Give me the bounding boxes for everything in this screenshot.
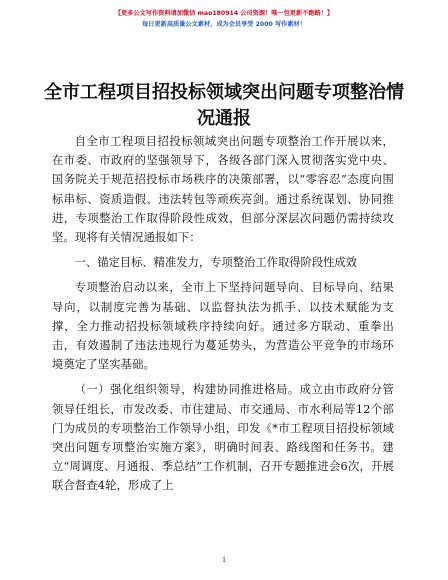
promo-line-top: 【更多公文写作资料请加微信 mao180914 公司资源！唯一包更新不跑路！】 [114, 10, 334, 17]
promo-banner [0, 8, 448, 30]
document-body [52, 132, 394, 496]
intro-paragraph: 自全市工程项目招投标领域突出问题专项整治工作开展以来，在市委、市政府的坚强领导下，各级各部门深入贯彻落实党中央、国务院关于规范招投标市场秩序的决策部署，以“零容忍”态度向围标串标、资质造假、违法转包等顽疾亮剑。通过系统谋划、协同推进，专项整治工作取得阶段性成效，但部分深层次问题仍需持续攻坚。现将有关情况通报如下： [52, 135, 394, 245]
promo-line-bottom: 每日更新高质量公文素材，成为会员享受 2000 写作素材！ [142, 21, 306, 28]
subsection-paragraph: （一）强化组织领导，构建协同推进格局。成立由市政府分管领导任组长，市发改委、市住建局、市交通局、市水利局等12个部门为成员的专项整治工作领导小组，印发《*市工程项目招投标领域突出问题专项整治实施方案》，明确时间表、路线图和任务书。建立“周调度、月通报、季总结”工作机制，召开专题推进会6次，开展联合督查4轮，形成了上 [52, 383, 394, 493]
section-heading: 一、锚定目标、精准发力，专项整治工作取得阶段性成效 [74, 256, 358, 270]
section-paragraph: 专项整治启动以来，全市上下坚持问题导向、目标导向、结果导向，以制度完善为基础、以监督执法为抓手、以技术赋能为支撑，全力推动招投标领域秩序持续向好。通过多方联动、重拳出击，有效遏制了违法违规行为蔓延势头，为营造公平竞争的市场环境奠定了坚实基础。 [52, 281, 394, 372]
document-title: 全市工程项目招投标领域突出问题专项整治情况通报 [44, 82, 404, 129]
page-number: 1 [222, 555, 226, 564]
